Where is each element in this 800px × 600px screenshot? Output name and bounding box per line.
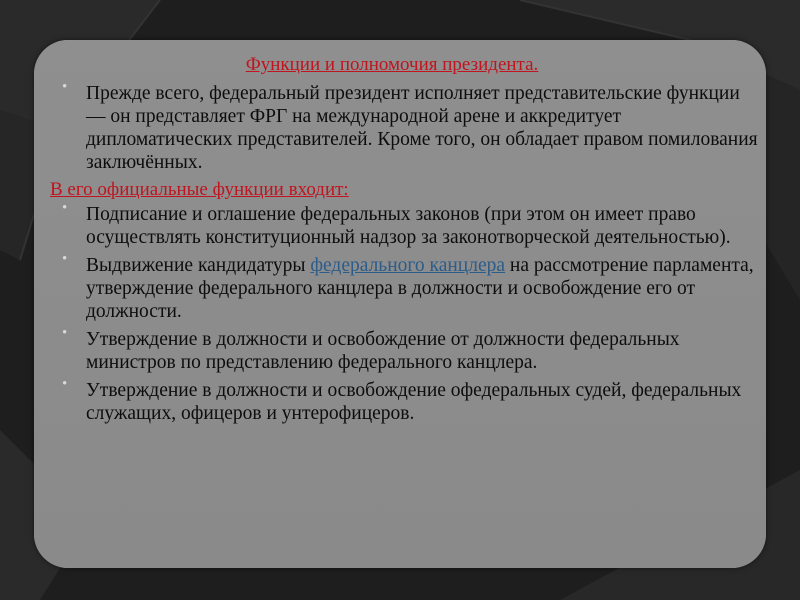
chancellor-link[interactable]: федерального канцлера (310, 255, 506, 276)
list-item (48, 251, 758, 323)
section-subheading: В его официальные функции входит: (50, 179, 349, 200)
bullet-icon: • (62, 200, 68, 216)
list-item-text-before: Выдвижение кандидатуры (86, 255, 311, 276)
intro-bullet-text: Прежде всего, федеральный президент исполняет представительские функции — он представляет ФРГ на международной арене и аккредитует дипломатических представителей. Кроме того, он обладает правом помилования заключённых. (86, 83, 758, 173)
slide-title: Функции и полномочия президента. (245, 54, 539, 75)
bullet-icon: • (62, 376, 68, 392)
slide-content-panel (34, 40, 766, 568)
intro-bullet (48, 79, 758, 174)
list-item-text-after: на рассмотрение парламента, утверждение федерального канцлера в должности и освобождение его от должности. (86, 255, 754, 322)
list-item-text: Утверждение в должности и освобождение офедеральных судей, федеральных служащих, офицеров и унтерофицеров. (86, 380, 742, 424)
list-item (48, 200, 758, 249)
bullet-icon: • (62, 325, 68, 341)
list-item (48, 376, 758, 425)
list-item-text: Утверждение в должности и освобождение от должности федеральных министров по представлению федерального канцлера. (86, 329, 680, 373)
slide-content (48, 54, 758, 430)
list-item (48, 325, 758, 374)
list-item-text: Подписание и оглашение федеральных законов (при этом он имеет право осуществлять конституционный надзор за законотворческой деятельностью). (86, 204, 731, 248)
bullet-icon: • (62, 79, 68, 95)
bullet-icon: • (62, 251, 68, 267)
